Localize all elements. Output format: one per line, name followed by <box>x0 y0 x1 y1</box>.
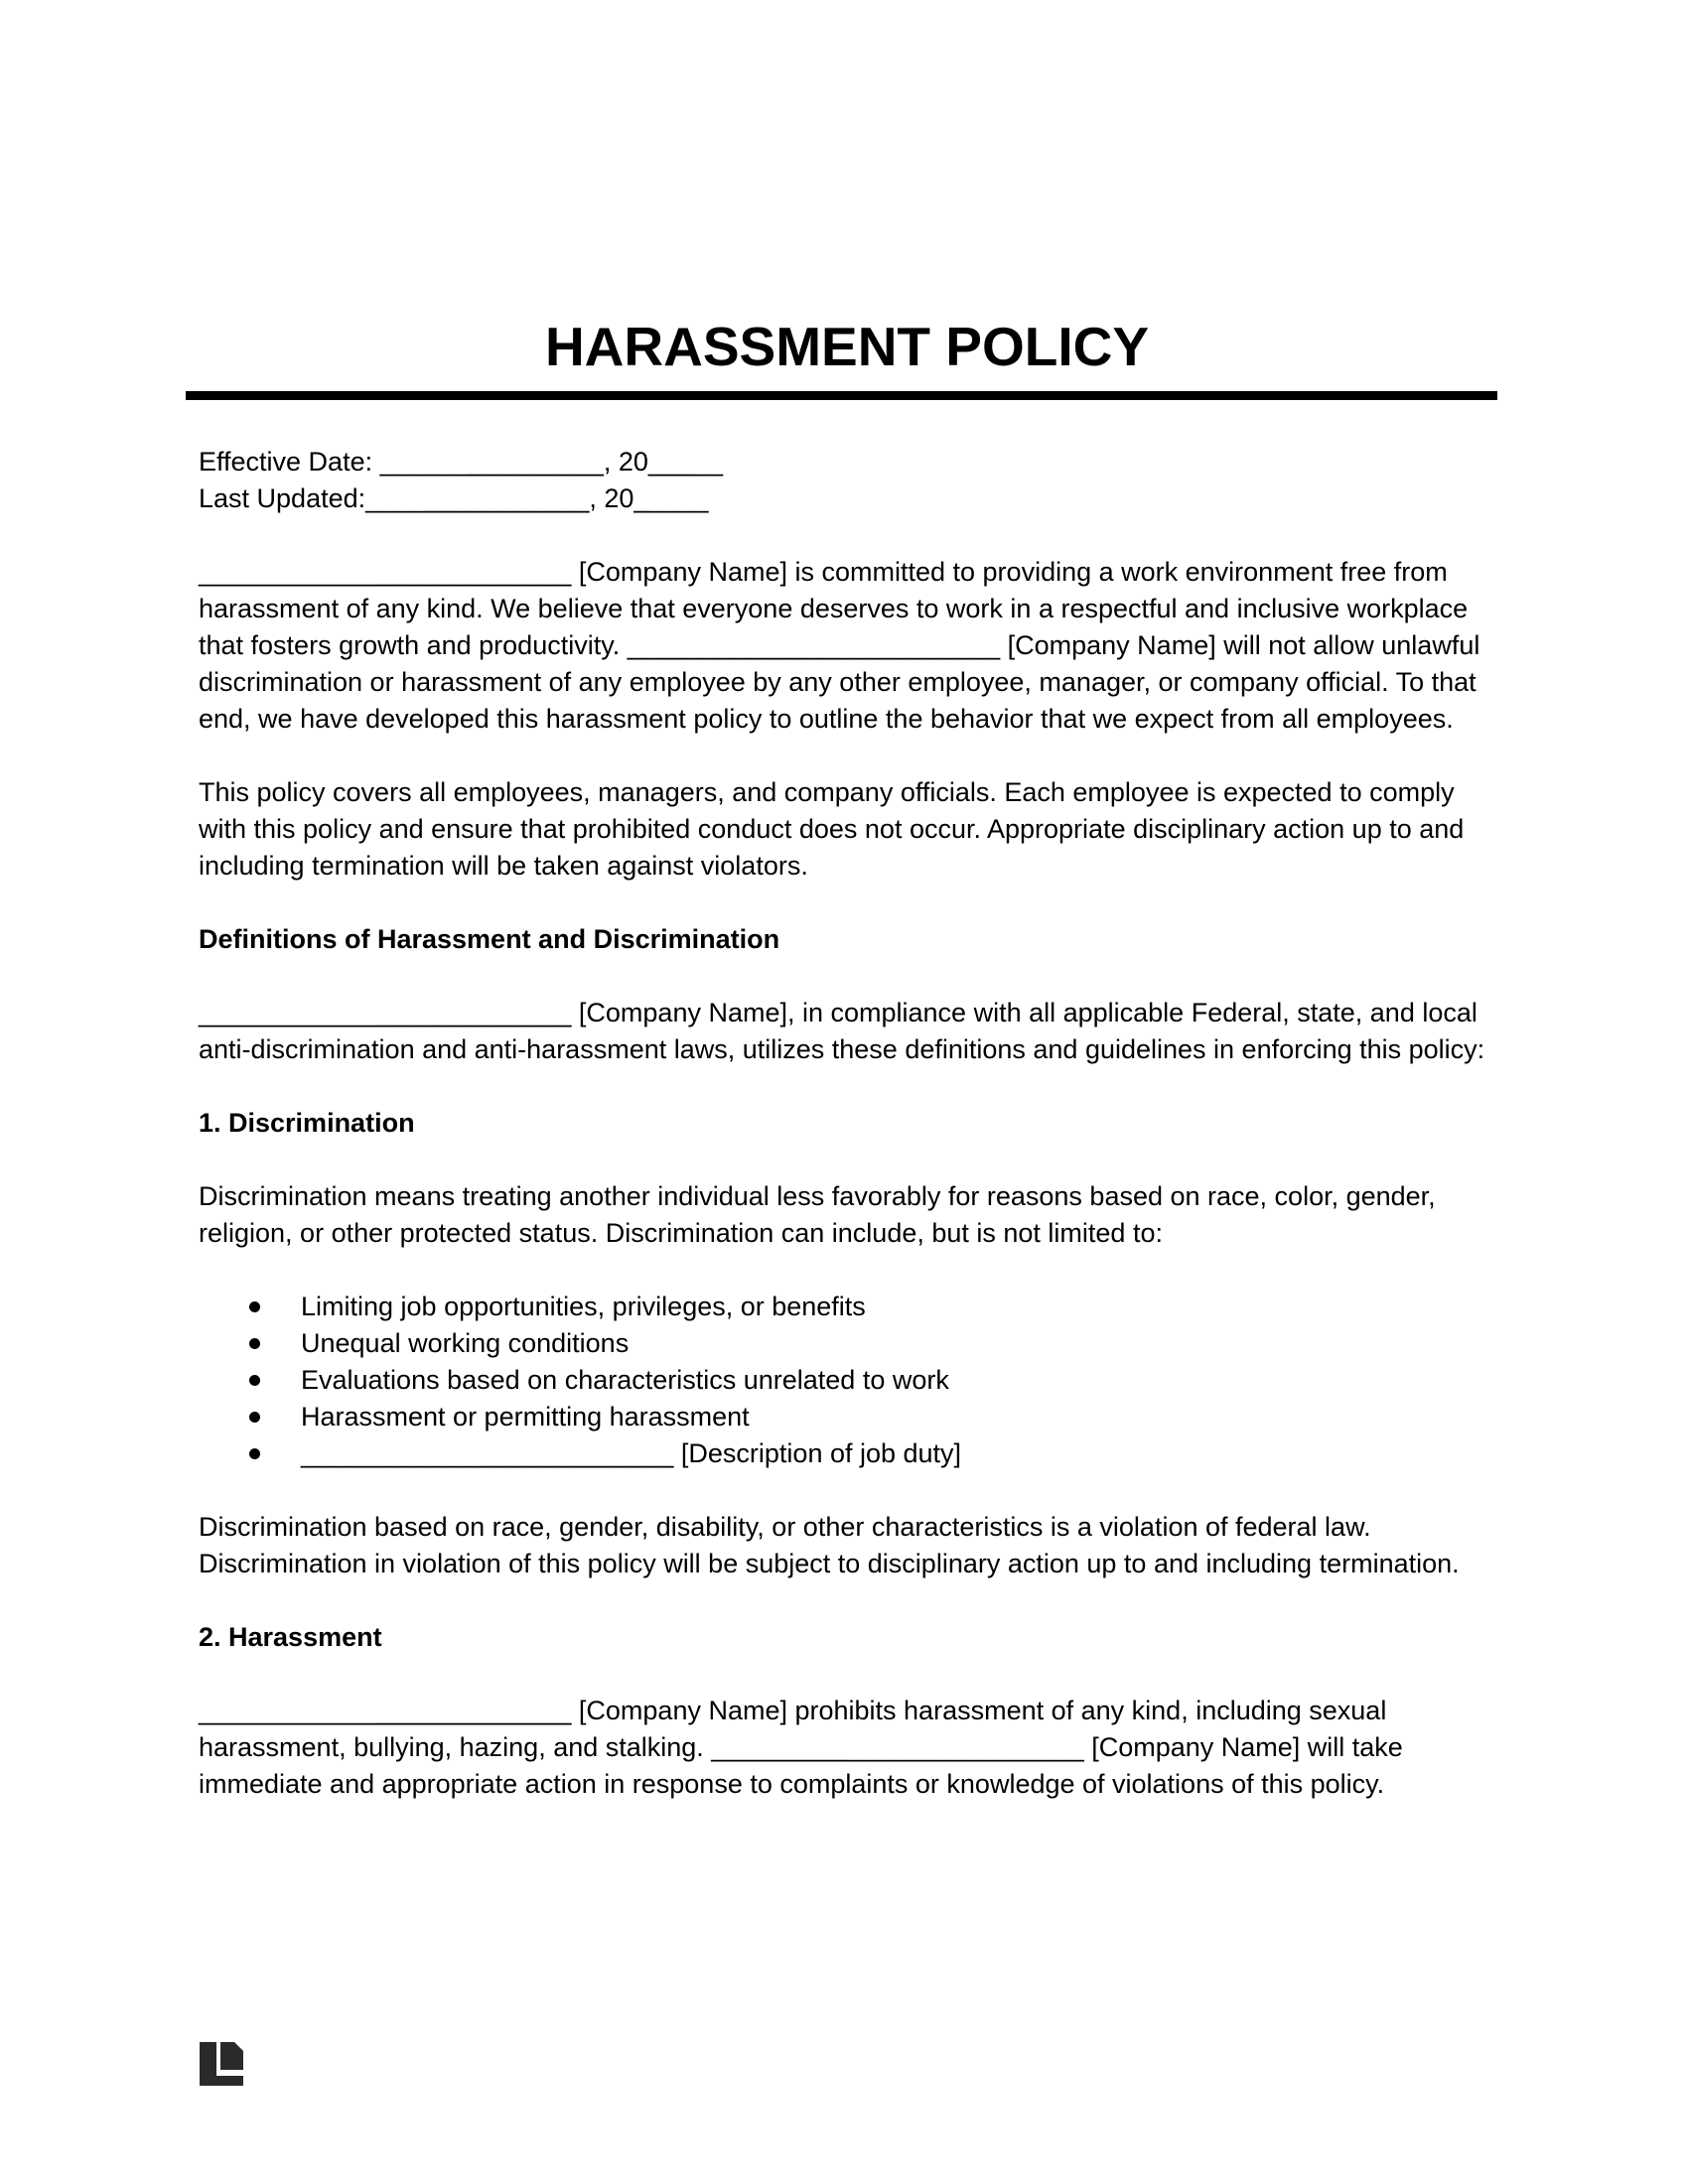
list-item: Unequal working conditions <box>301 1325 1495 1362</box>
list-item: Evaluations based on characteristics unrelated to work <box>301 1362 1495 1399</box>
last-updated-line <box>199 480 1495 517</box>
harassment-text-2: [Company Name] will take immediate and appropriate action in response to complaints or knowledge of violations of this policy. <box>199 1732 1403 1799</box>
effective-date-year-prefix: , 20 <box>603 447 648 477</box>
last-updated-label: Last Updated: <box>199 483 366 513</box>
last-updated-year-blank: _____ <box>633 483 709 513</box>
scope-paragraph: This policy covers all employees, managers, and company officials. Each employee is expected to comply with this policy and ensure that prohibited conduct does not occur. Appropriate disciplinary action up to and including termination will be taken against violators. <box>199 777 1465 881</box>
discrimination-heading: 1. Discrimination <box>199 1108 415 1138</box>
job-duty-label: [Description of job duty] <box>673 1438 962 1468</box>
legal-templates-logo-icon <box>199 2042 244 2086</box>
title-divider <box>186 391 1497 400</box>
company-name-blank: _________________________ <box>711 1732 1084 1762</box>
discrimination-outro-paragraph: Discrimination based on race, gender, disability, or other characteristics is a violation of federal law. Discrimination in violation of this policy will be subject to disciplinary action up to and including termination. <box>199 1512 1460 1578</box>
effective-date-label: Effective Date: <box>199 447 380 477</box>
effective-date-line <box>199 444 1495 480</box>
harassment-paragraph <box>199 1693 1495 1803</box>
company-name-blank: _________________________ <box>627 630 1001 660</box>
harassment-text-1: [Company Name] prohibits harassment of any kind, including sexual harassment, bullying, hazing, and stalking. <box>199 1696 1387 1762</box>
definitions-intro-paragraph <box>199 995 1495 1068</box>
page-title: HARASSMENT POLICY <box>544 316 1150 377</box>
effective-date-year-blank: _____ <box>647 447 723 477</box>
list-item: Harassment or permitting harassment <box>301 1399 1495 1435</box>
intro-paragraph <box>199 554 1495 738</box>
job-duty-blank: _________________________ <box>301 1438 674 1468</box>
discrimination-intro-paragraph: Discrimination means treating another individual less favorably for reasons based on race, color, gender, religion, or other protected status. Discrimination can include, but is not limited to: <box>199 1181 1436 1248</box>
last-updated-blank: _______________ <box>365 483 590 513</box>
definitions-heading: Definitions of Harassment and Discrimination <box>199 924 780 954</box>
definitions-intro-text: [Company Name], in compliance with all applicable Federal, state, and local anti-discrimination and anti-harassment laws, utilizes these definitions and guidelines in enforcing this policy: <box>199 998 1485 1064</box>
company-name-blank: _________________________ <box>199 557 572 587</box>
intro-text-1: [Company Name] is committed to providing a work environment free from harassment of any kind. We believe that everyone deserves to work in a respectful and inclusive workplace that fosters growth and productivity. <box>199 557 1469 660</box>
last-updated-year-prefix: , 20 <box>589 483 634 513</box>
discrimination-bullet-list <box>199 1289 1495 1472</box>
list-item <box>301 1435 1495 1472</box>
document-meta <box>199 444 1495 517</box>
company-name-blank: _________________________ <box>199 1696 572 1725</box>
effective-date-blank: _______________ <box>379 447 604 477</box>
harassment-heading: 2. Harassment <box>199 1622 382 1652</box>
company-name-blank: _________________________ <box>199 998 572 1027</box>
list-item: Limiting job opportunities, privileges, or benefits <box>301 1289 1495 1325</box>
intro-text-2: [Company Name] will not allow unlawful discrimination or harassment of any employee by any other employee, manager, or company official. To that end, we have developed this harassment policy to outline the behavior that we expect from all employees. <box>199 630 1480 734</box>
